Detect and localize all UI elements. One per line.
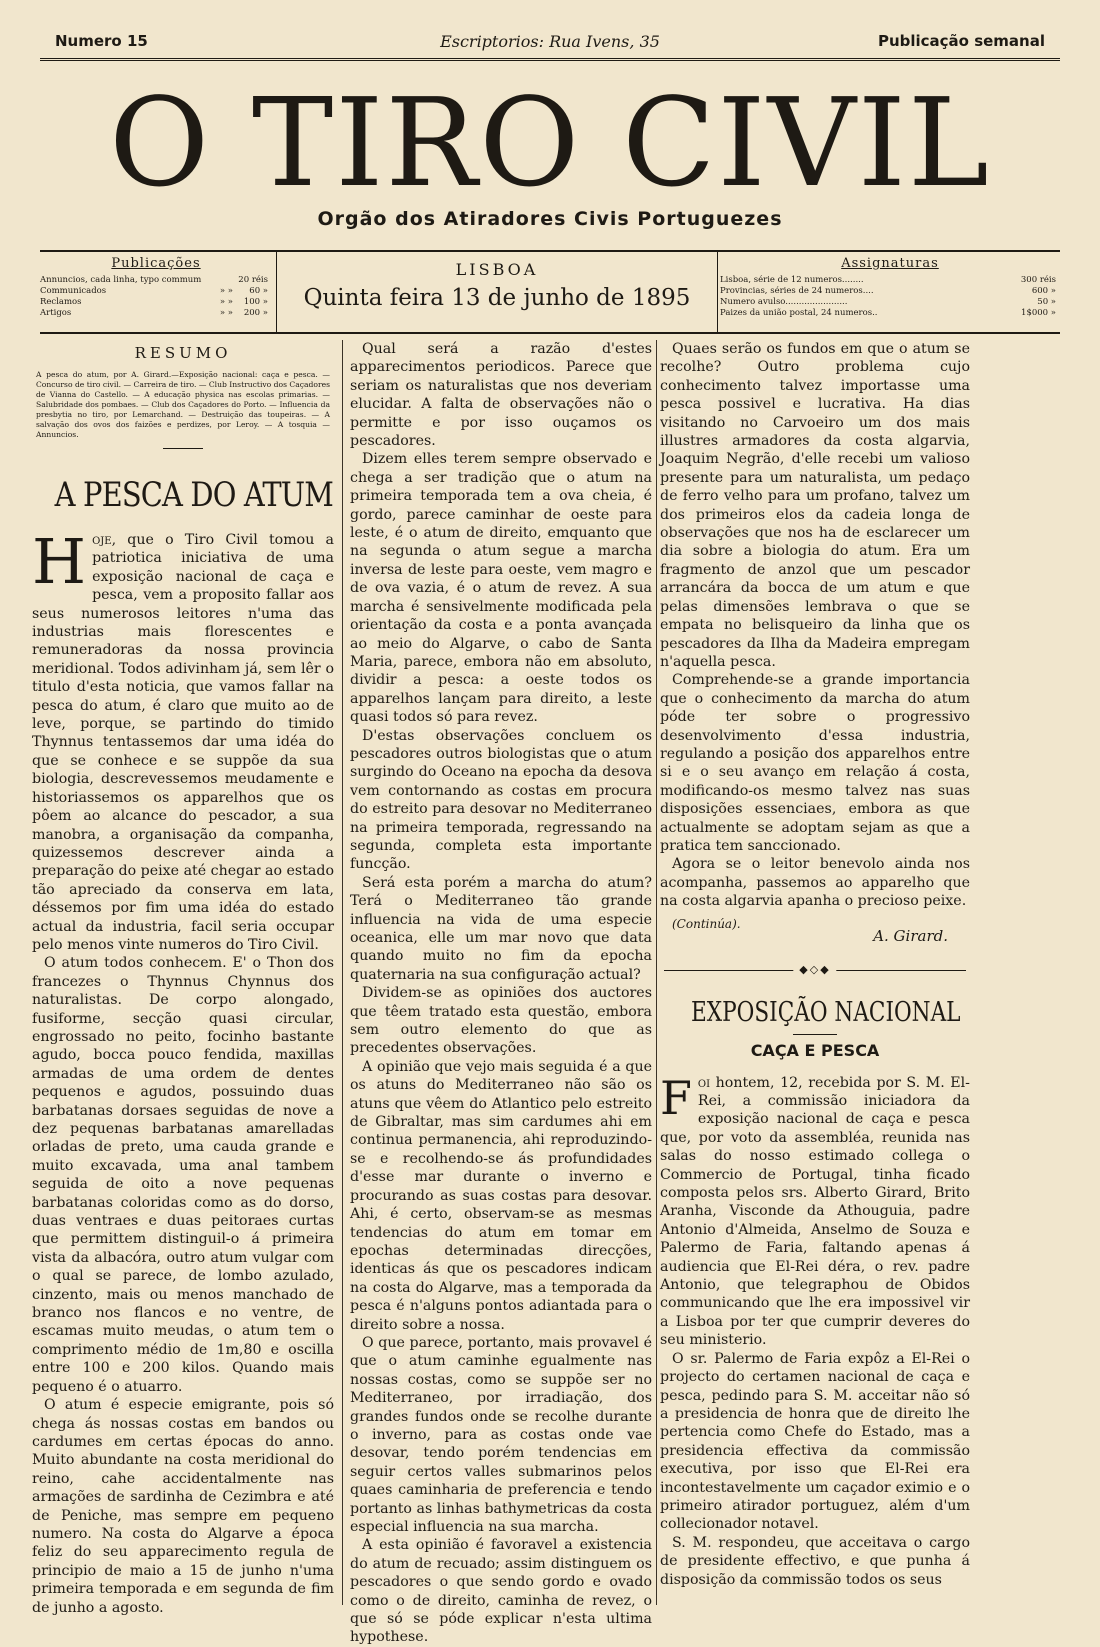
article-paragraph: Será esta porém a marcha do atum? Terá o Mediterraneo tão grande influencia na vida de uma especie oceanica, elle um mar novo que data quando muito no fim da epocha quaternaria na sua configuração actual? [350, 874, 652, 983]
subscription-row [720, 297, 1060, 308]
article-title: A PESCA DO ATUM [54, 475, 334, 515]
assignaturas-box [720, 252, 1060, 332]
rate-label: Artigos [40, 308, 72, 318]
column-middle [350, 340, 652, 1646]
publication-frequency: Publicação semanal [877, 32, 1045, 50]
article-paragraph: O atum é especie emigrante, pois só chega ás nossas costas em bandos ou cardumes em certas épocas do anno. Muito abundante na costa meridional do reino, cahe accidentalmente nas armações de sardinha de Cezimbra e até de Peniche, mas sempre em pequeno numero. Na costa do Algarve a época feliz do seu apparecimento regula de principio de maio a 15 de junho n'uma primeira temporada e em segunda de fim de junho a agosto. [32, 1397, 334, 1616]
subscription-row [720, 308, 1060, 319]
article-paragraph: Quaes serão os fundos em que o atum se recolhe? Outro problema cujo conhecimento talvez importasse uma pesca possivel e lucrativa. Ha dias visitando no Carvoeiro um dos mais illustres armadores da costa algarvia, Joaquim Negrão, d'elle recebi um valioso presente para um naturalista, um pedaço de ferro velho para um profano, talvez um dos primeiros elos da cadeia longa de observações que nos ha de esclarecer um dia sobre a biologia do atum. Era um fragmento de anzol que um pescador arrancára da bocca de um atum e que pelas dimensões lembrava o que se empata no belisqueiro da linha que os pescadores da Ilha da Madeira empregam n'aquella pesca. [660, 341, 970, 670]
assignaturas-heading: Assignaturas [841, 256, 939, 271]
dateline-box [276, 252, 718, 332]
publicacoes-heading: Publicações [111, 256, 201, 271]
rate-row [40, 275, 272, 286]
exposicao-paragraph: O sr. Palermo de Faria expôz a El-Rei o projecto do certamen nacional de caça e pesca, pedindo para S. M. acceitar não só a presidencia de honra que de direito lhe pertencia como Chefe do Estado, mas a presidencia effectiva da commissão executiva, por isso que El-Rei era incontestavelmente um caçador eximio e o primeiro atirador portuguez, além d'um collecionador notavel. [660, 1350, 970, 1533]
subscription-label: Numero avulso....................... [720, 297, 848, 307]
subscription-price: 300 réis [1020, 275, 1056, 285]
ornamental-divider [664, 963, 966, 979]
column-right [660, 340, 970, 1605]
subscription-price: 600 » [1031, 286, 1056, 296]
article-columns [32, 340, 1060, 1646]
rate-label: Reclamos [40, 297, 82, 307]
rate-row [40, 308, 272, 319]
article-paragraph: Qual será a razão d'estes apparecimentos periodicos. Parece que seriam os naturalistas que nos deveriam elucidar. A falta de observações não o permitte e por isso ouçamos os pescadores. [350, 341, 652, 450]
article-paragraph: O que parece, portanto, mais provavel é que o atum caminhe egualmente nas nossas costas, como se suppõe ser no Mediterraneo, por irradiação, dos grandes fundos onde se recolhe durante o inverno, para as costas onde vae desovar, tendo porém tendencias em seguir certos valles submarinos pelos quaes caminharia de preferencia e tendo portanto as linhas bathymetricas da costa especial influencia na sua marcha. [350, 1334, 652, 1535]
column-left [32, 340, 334, 1616]
article-paragraph: Dizem elles terem sempre observado e chega a ser tradição que o atum na primeira temporada tem a ova cheia, é gordo, parece caminhar de oeste para leste, é o atum de direito, emquanto que na segunda o atum segue a marcha inversa de leste para oeste, vem magro e de ova vazia, é o atum de revez. A sua marcha é sensivelmente modificada pela orientação da costa e a ponta avançada ao meio do Algarve, o cabo de Santa Maria, parece, embora não em absoluto, dividir a pesca: a oeste todos os apparelhos lançam para direito, a leste quasi todos só para revez. [350, 451, 652, 726]
issue-number: Numero 15 [55, 32, 148, 50]
rate-price: 100 » [243, 297, 268, 307]
rate-price: 200 » [243, 308, 268, 318]
newspaper-subtitle: Orgão dos Atiradores Civis Portuguezes [317, 208, 783, 230]
subscription-label: Lisboa, série de 12 numeros........ [720, 275, 864, 285]
paragraph-text: hontem, 12, recebida por S. M. El-Rei, a commissão iniciadora da exposição nacional de caça e pesca que, por voto da assembléa, reunida nas salas do nosso estimado collega o Commercio de Portugal, tinha ficado composta pelos srs. Alberto Girard, Brito Aranha, Visconde da Athouguia, padre Antonio d'Almeida, Anselmo de Souza e Palermo de Faria, faltando apenas á audiencia que El-Rei déra, o rev. padre Antonio, que telegraphou de Obidos communicando que lhe era impossivel vir a Lisboa por ter que cumprir deveres do seu ministerio. [660, 1074, 970, 1349]
offices-address: Escriptorios: Rua Ivens, 35 [440, 32, 660, 51]
lead-word: oje, [92, 532, 117, 548]
continued-note: (Continúa). [672, 916, 741, 931]
rate-row [40, 286, 272, 297]
exposicao-paragraph [660, 1070, 970, 1350]
masthead-top-line [55, 32, 1045, 56]
lead-word: oi [697, 1074, 711, 1091]
author-signature: A. Girard. [873, 926, 948, 945]
publicacoes-rates [40, 275, 272, 319]
subscription-price: 1$000 » [1021, 308, 1056, 318]
header-info-box [40, 250, 1060, 334]
exposicao-paragraph: S. M. respondeu, que acceitava o cargo de presidente effectivo, e que punha á disposição da commissão todos os seus [660, 1534, 970, 1588]
issue-date: Quinta feira 13 de junho de 1895 [303, 285, 691, 311]
article-paragraph: A opinião que vejo mais seguida é a que os atuns do Mediterraneo não são os atuns que vêem do Atlantico pelo estreito de Gibraltar, mas sim cardumes ahi em continua permanencia, ahi reproduzindo-se e recolhendo-se ás profundidades d'esse mar durante o inverno e procurando as suas costas para desovar. Ahi, é certo, observam-se as mesmas tendencias do atum em tomar em epochas determinadas direcções, identicas ás que os pescadores indicam na costa do Algarve, mas a temporada da pesca é n'alguns pontos adiantada para o direito sobre a nossa. [350, 1058, 652, 1333]
column-divider [342, 340, 343, 1605]
masthead-rule [40, 58, 1060, 61]
subscription-price: 50 » [1037, 297, 1056, 307]
subscription-row [720, 286, 1060, 297]
article-paragraph [32, 525, 334, 954]
paragraph-text: que o Tiro Civil tomou a patriotica iniciativa de uma exposição nacional de caça e pesca, vem a proposito fallar aos seus numerosos leitores n'uma das industrias mais florescentes e remuneradoras da nossa provincia meridional. Todos adivinham já, sem lêr o titulo d'esta noticia, que vamos fallar na pesca do atum, é claro que muito ao de leve, porque, se partindo do timido Thynnus tentassemos dar uma idéa do que se conhece e se suppõe da sua biologia, descrevessemos meudamente e historiassemos os apparelhos que os pôem ao alcance do pescador, a sua manobra, a organisação da companha, quizessemos descrever ainda a preparação do peixe até chegar ao estado tão apreciado da conserva em lata, déssemos por fim uma idéa do estado actual da industria, facil seria occupar pelo menos vinte numeros do Tiro Civil. [32, 532, 334, 953]
rate-price: 20 réis [238, 275, 268, 285]
rate-mark: » » [219, 308, 233, 318]
section-rule [163, 448, 203, 449]
city-name: LISBOA [455, 260, 539, 279]
rate-mark [220, 275, 235, 286]
article-paragraph: Comprehende-se a grande importancia que o conhecimento da marcha do atum póde ter sobre o progressivo desenvolvimento d'essa industria, regulando a posição dos apparelhos entre si e o seu avanço em relação á costa, modificando-os mesmo talvez nas suas disposições essenciaes, embora as que actualmente se adoptam sejam as que a pratica tem sanccionado. [660, 672, 970, 854]
publicacoes-box [40, 252, 272, 332]
rate-mark: » » [219, 297, 233, 307]
section-rule [793, 1034, 837, 1035]
ornament-icon: ◆◇◆ [793, 963, 836, 976]
exposicao-title: EXPOSIÇÃO NACIONAL [691, 996, 961, 1028]
drop-cap: F [660, 1070, 692, 1125]
resumo-heading: RESUMO [134, 344, 232, 362]
column-divider [656, 340, 657, 1605]
article-paragraph: A esta opinião é favoravel a existencia do atum de recuado; assim distinguem os pescadores o que sendo gordo e ovado como o de direito, caminha de revez, o que só se póde explicar n'esta ultima hypothese. [350, 1537, 652, 1646]
article-paragraph: D'estas observações concluem os pescadores outros biologistas que o atum surgindo do Oceano na epocha da desova vem contornando as costas em procura do estreito para desovar no Mediterraneo na primeira temporada, regressando na segunda, completa esta importante funcção. [350, 727, 652, 873]
rate-label: Communicados [40, 286, 107, 296]
subscription-label: Provincias, séries de 24 numeros.... [720, 286, 874, 296]
rate-price: 60 » [249, 286, 268, 296]
rate-row [40, 297, 272, 308]
article-paragraph: Dividem-se as opiniões dos auctores que têem tratado esta questão, embora sem outro elemento do que as precedentes observações. [350, 985, 652, 1057]
rate-mark: » » [219, 286, 233, 296]
article-paragraph: Agora se o leitor benevolo ainda nos acompanha, passemos ao apparelho que na costa algarvia apanha o precioso peixe. [660, 856, 970, 910]
article-paragraph: O atum todos conhecem. E' o Thon dos francezes o Thynnus Chynnus dos naturalistas. De corpo alongado, fusiforme, secção quasi circular, engrossado no peito, focinho bastante agudo, bocca pouco fendida, maxillas armadas de uma ordem de dentes pequenos e agudos, possuindo duas barbatanas dorsaes seguidas de nove a dez pequenas barbatanas amarelladas orladas de preto, uma cauda grande e muito excavada, uma anal tambem seguida de oito a nove pequenas barbatanas coloridas como as do dorso, duas ventraes e duas peitoraes curtas que permittem distinguil-o á primeira vista da albacóra, outro atum vulgar com o qual se parece, de lombo azulado, cinzento, mais ou menos manchado de branco nos flancos e no ventre, de escamas muito meudas, o atum tem o comprimento médio de 1m,80 e oscilla entre 100 e 200 kilos. Quando mais pequeno é o atuarro. [32, 955, 334, 1395]
assignaturas-rates [720, 275, 1060, 319]
rate-label: Annuncios, cada linha, typo commum [40, 275, 202, 285]
resumo-text: A pesca do atum, por A. Girard.—Exposição nacional: caça e pesca. — Concurso de tiro civil. — Carreira de tiro. — Club Instructivo dos Caçadores de Vianna do Castello. — A educação physica nas escolas primarias. — Salubridade dos pombaes. — Club dos Caçadores do Porto. — Influencia da presbytia no tiro, por Lemarchand. — Destruição das toupeiras. — A salvação dos ovos dos faizões e perdizes, por Leroy. — A tosquia — Annuncios. [36, 370, 330, 439]
newspaper-title: O TIRO CIVIL [109, 72, 991, 214]
exposicao-subtitle: CAÇA E PESCA [750, 1040, 880, 1060]
drop-cap: H [32, 525, 87, 598]
subscription-label: Paizes da união postal, 24 numeros.. [720, 308, 878, 318]
subscription-row [720, 275, 1060, 286]
